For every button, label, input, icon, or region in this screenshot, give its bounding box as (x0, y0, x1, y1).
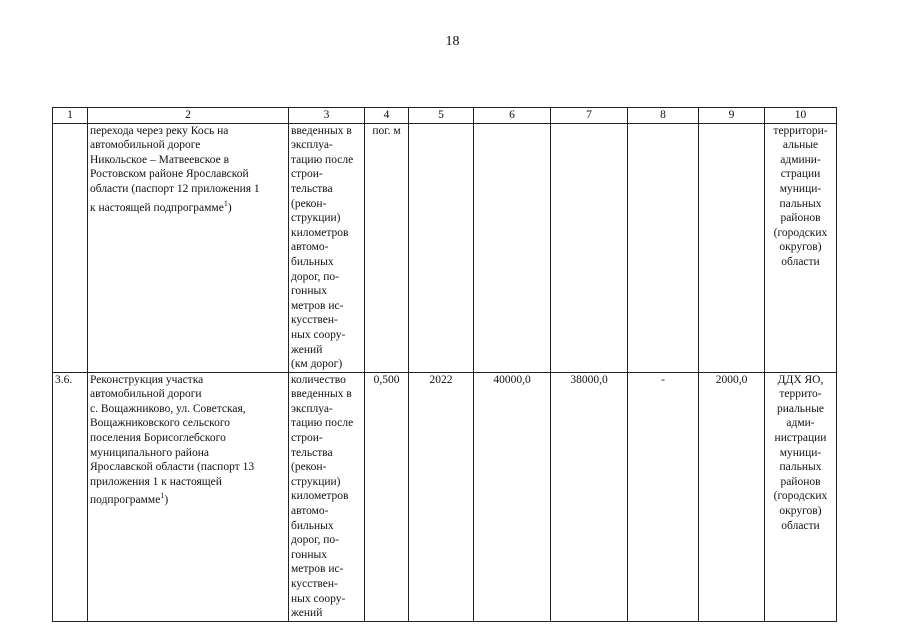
measure-name-line: Никольское – Матвеевское в (90, 153, 230, 166)
indicator-name-line: метров ис- (291, 563, 344, 576)
funding-local (699, 123, 765, 372)
unit: 0,500 (365, 372, 409, 621)
indicator-name-line: введенных в (291, 124, 352, 137)
indicator-name-line: жений (291, 343, 323, 356)
measure-name-line: подпрограмме$^1$) (90, 491, 169, 507)
indicator-name-line: (рекон- (291, 461, 327, 474)
indicator-name-line: дорог, по- (291, 534, 340, 547)
executor-line: риальные (776, 402, 825, 415)
indicator-name (289, 372, 365, 621)
executor-line: альные (782, 139, 819, 152)
col-header: 9 (699, 108, 765, 124)
indicator-name-line: ных соору- (291, 592, 346, 605)
executor (765, 372, 837, 621)
measure-name-line: автомобильной дороге (90, 139, 201, 152)
col-header: 5 (409, 108, 474, 124)
indicator-name-line: автомо- (291, 505, 329, 518)
indicator-name (289, 123, 365, 372)
indicator-name-line: (км дорог) (291, 358, 343, 371)
indicator-name-line: (рекон- (291, 197, 327, 210)
table-row (53, 123, 837, 372)
unit: пог. м (365, 123, 409, 372)
col-header: 10 (765, 108, 837, 124)
measure-name-line: с. Вощажниково, ул. Советская, (90, 402, 246, 415)
executor-line: округов) (779, 241, 822, 254)
measure-name-line: Реконструкция участка (90, 373, 204, 386)
indicator-name-line: жений (291, 607, 323, 620)
col-header: 3 (289, 108, 365, 124)
executor-line: пальных (779, 197, 822, 210)
measure-name-line: муниципального района (90, 446, 209, 459)
indicator-name-line: эксплуа- (291, 402, 333, 415)
measure-name-line: Ростовском районе Ярославской (90, 168, 249, 181)
executor-line: области (781, 519, 820, 532)
row-number: 3.6. (53, 372, 88, 621)
col-header: 8 (628, 108, 699, 124)
executor-line: районов (780, 212, 821, 225)
indicator-name-line: струкции) (291, 212, 341, 225)
measure-name (88, 123, 289, 372)
executor-line: округов) (779, 505, 822, 518)
measure-name-line: Ярославской области (паспорт 13 (90, 461, 255, 474)
indicator-name-line: бильных (291, 255, 334, 268)
row-number (53, 123, 88, 372)
executor-line: ДДХ ЯО, (777, 373, 824, 386)
measure-name-line: перехода через реку Кось на (90, 124, 229, 137)
funding-federal (551, 123, 628, 372)
funding-local: 2000,0 (699, 372, 765, 621)
executor-line: адми- (786, 417, 815, 430)
measure-name-line: приложения 1 к настоящей (90, 475, 222, 488)
executor-line: муници- (779, 446, 822, 459)
funding-federal: 38000,0 (551, 372, 628, 621)
col-header: 6 (474, 108, 551, 124)
indicator-name-line: кусствен- (291, 578, 338, 590)
indicator-name-line: гонных (291, 548, 327, 561)
executor (765, 123, 837, 372)
col-header: 7 (551, 108, 628, 124)
executor-line: области (781, 255, 820, 268)
year (409, 123, 474, 372)
funding-regional: - (628, 372, 699, 621)
indicator-name-line: количество (291, 373, 346, 386)
col-header: 4 (365, 108, 409, 124)
executor-line: районов (780, 475, 821, 488)
program-table (52, 107, 837, 622)
executor-line: муници- (779, 182, 822, 195)
executor-line: страции (780, 168, 821, 181)
executor-line: территори- (773, 124, 828, 137)
indicator-name-line: струкции) (291, 475, 341, 488)
executor-line: нистрации (774, 432, 827, 445)
indicator-name-line: тацию после (291, 417, 354, 430)
indicator-name-line: строи- (291, 432, 323, 445)
col-header: 2 (88, 108, 289, 124)
measure-name-line: к настоящей подпрограмме$^1$) (90, 198, 232, 214)
col-header: 1 (53, 108, 88, 124)
indicator-name-line: тельства (291, 446, 333, 459)
indicator-name-line: автомо- (291, 241, 329, 254)
indicator-name-line: метров ис- (291, 299, 344, 312)
executor-line: (городских (773, 226, 828, 239)
measure-name-line: поселения Борисоглебского (90, 432, 226, 445)
measure-name-line: Вощажниковского сельского (90, 417, 231, 430)
indicator-name-line: бильных (291, 519, 334, 532)
indicator-name-line: введенных в (291, 388, 352, 401)
indicator-name-line: ных соору- (291, 328, 346, 341)
executor-line: админи- (780, 153, 821, 166)
measure-name (88, 372, 289, 621)
indicator-name-line: тацию после (291, 153, 354, 166)
year: 2022 (409, 372, 474, 621)
funding-regional (628, 123, 699, 372)
indicator-name-line: эксплуа- (291, 139, 333, 152)
indicator-name-line: строи- (291, 168, 323, 181)
indicator-name-line: километров (291, 226, 349, 239)
measure-name-line: области (паспорт 12 приложения 1 (90, 182, 260, 195)
measure-name-line: автомобильной дороги (90, 388, 202, 401)
indicator-name-line: километров (291, 490, 349, 503)
header-row (53, 108, 837, 124)
page-number: 18 (445, 34, 460, 49)
executor-line: (городских (773, 490, 828, 503)
indicator-name-line: тельства (291, 182, 333, 195)
indicator-name-line: кусствен- (291, 314, 338, 327)
indicator-name-line: дорог, по- (291, 270, 340, 283)
executor-line: террито- (779, 388, 822, 401)
indicator-name-line: гонных (291, 285, 327, 298)
executor-line: пальных (779, 461, 822, 474)
table-row (53, 372, 837, 621)
funding-total (474, 123, 551, 372)
funding-total: 40000,0 (474, 372, 551, 621)
